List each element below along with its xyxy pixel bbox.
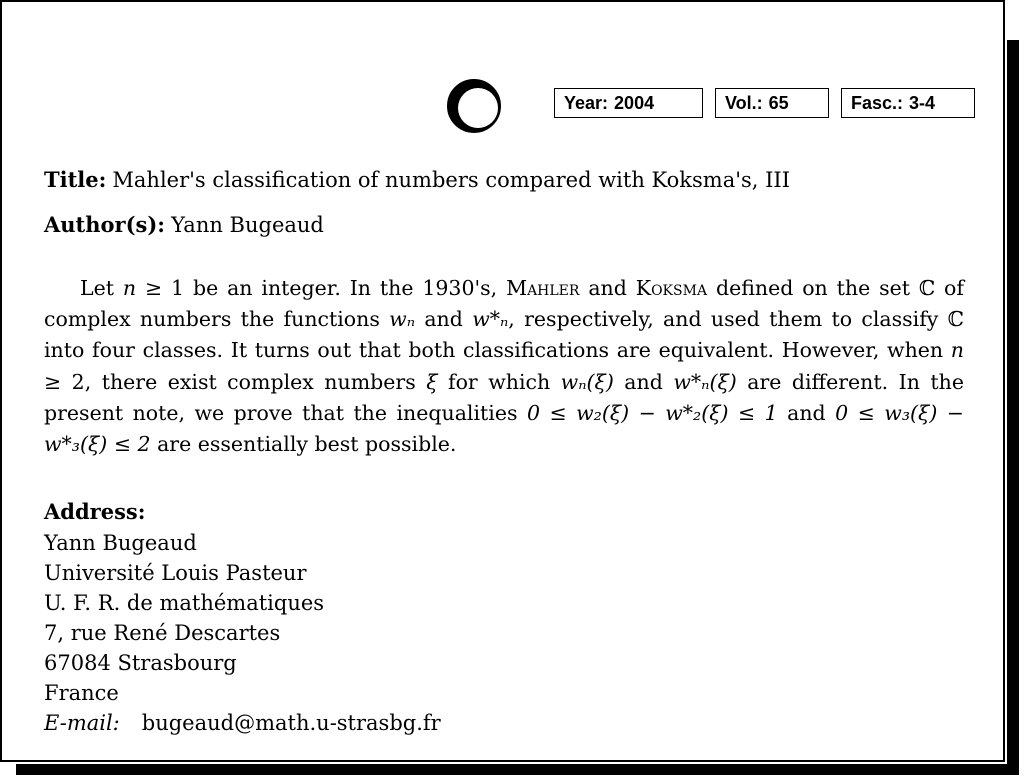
volume-value: 65 xyxy=(768,93,789,113)
author-line xyxy=(44,212,324,237)
abstract-fragment: and xyxy=(613,369,674,394)
email-address[interactable]: bugeaud@math.u-strasbg.fr xyxy=(141,711,441,735)
math-inequality-2: 0 ≤ w₃(ξ) − w*₃(ξ) ≤ 2 xyxy=(44,400,964,457)
author-name: Yann Bugeaud xyxy=(171,213,324,237)
year-value: 2004 xyxy=(614,93,655,113)
title-label: Title: xyxy=(44,167,107,192)
math-xi: ξ xyxy=(426,369,438,394)
email-line xyxy=(44,708,441,738)
email-label: E-mail: xyxy=(44,711,120,735)
journal-logo-icon xyxy=(446,78,502,134)
address-block xyxy=(44,528,441,738)
volume-label: Vol.: xyxy=(725,93,763,113)
article-title: Mahler's classification of numbers compared with Koksma's, III xyxy=(112,168,791,192)
fascicle-box xyxy=(841,88,975,118)
address-line: France xyxy=(44,681,119,705)
math-wn-star: w*ₙ xyxy=(472,307,509,332)
math-wn: wₙ xyxy=(389,307,416,332)
math-wn-star-xi: w*ₙ(ξ) xyxy=(673,369,737,394)
address-line: Yann Bugeaud xyxy=(44,531,197,555)
author-label: Author(s): xyxy=(44,212,166,237)
volume-box xyxy=(715,88,829,118)
author-koksma: Koksma xyxy=(635,276,708,300)
abstract-fragment: are different. In the present note, we prove that the inequalities xyxy=(44,369,964,425)
abstract-fragment: Let xyxy=(80,276,123,300)
fascicle-label: Fasc.: xyxy=(851,93,904,113)
author-mahler: Mahler xyxy=(506,276,580,300)
fascicle-value: 3-4 xyxy=(909,93,936,113)
address-line: Université Louis Pasteur xyxy=(44,561,307,585)
abstract-fragment: ≥ 1 be an integer. In the 1930's, xyxy=(136,276,507,300)
abstract-fragment: for which xyxy=(437,369,561,394)
math-wn-xi: wₙ(ξ) xyxy=(560,369,614,394)
article-title-line xyxy=(44,167,790,192)
page-shadow-right xyxy=(1007,40,1019,775)
abstract-fragment: and xyxy=(415,307,473,332)
abstract-fragment: and xyxy=(579,276,636,300)
address-line: 7, rue René Descartes xyxy=(44,621,281,645)
abstract-text xyxy=(44,273,964,460)
abstract-fragment: defined on the set ℂ of complex numbers the functions xyxy=(44,276,964,332)
abstract-fragment: and xyxy=(777,400,836,425)
math-n: n xyxy=(950,338,964,363)
abstract-fragment: ≥ 2, there exist complex numbers xyxy=(44,369,427,394)
address-line: 67084 Strasbourg xyxy=(44,651,237,675)
abstract-fragment: are essentially best possible. xyxy=(150,432,457,457)
address-line: U. F. R. de mathématiques xyxy=(44,591,325,615)
math-n: n xyxy=(122,276,137,300)
math-inequality-1: 0 ≤ w₂(ξ) − w*₂(ξ) ≤ 1 xyxy=(526,400,778,425)
address-heading: Address: xyxy=(44,499,146,524)
abstract-fragment: , respectively, and used them to classify ℂ into four classes. It turns out that both classifications are equivalent. However, when xyxy=(44,307,964,363)
year-label: Year: xyxy=(564,93,609,113)
year-box xyxy=(554,88,703,118)
page-shadow-bottom xyxy=(16,764,1019,775)
